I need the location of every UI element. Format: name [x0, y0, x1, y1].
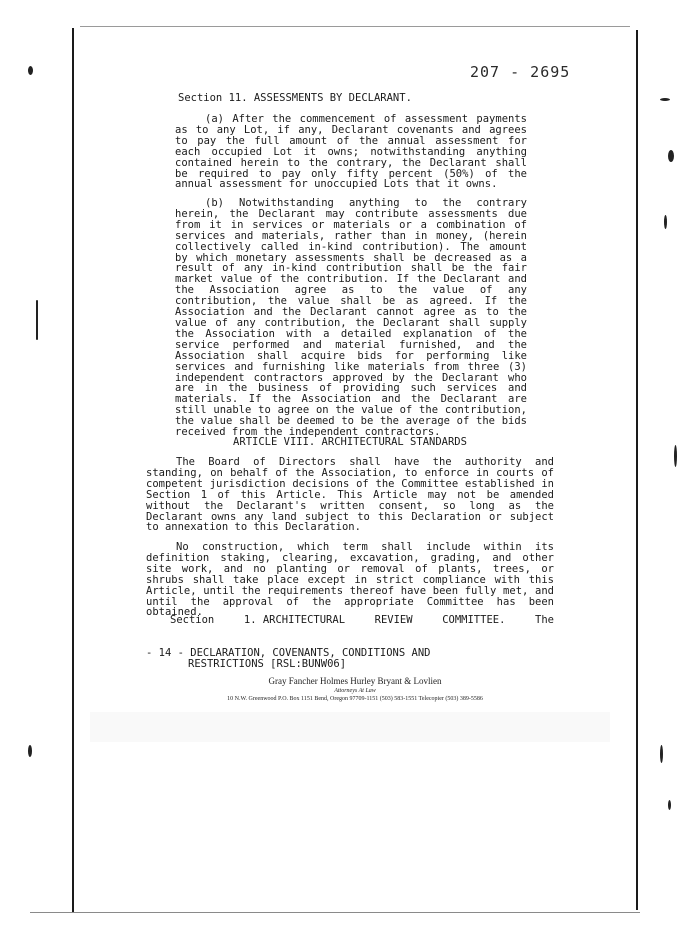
- section-1-word: Section: [170, 614, 215, 626]
- firm-name: Gray Fancher Holmes Hurley Bryant & Lovlien: [268, 676, 442, 686]
- paragraph-b: [175, 198, 527, 438]
- right-margin-line: [636, 30, 638, 910]
- scan-top-edge: [80, 26, 630, 27]
- paragraph-b-text: (b) Notwithstanding anything to the contrary herein, the Declarant may contribute assessments due from it in services or materials or a combination of services and materials, rather than in money, (herein collectively called in-kind contribution). The amount by which monetary assessments shall be decreased as a result of any in-kind contribution shall be the fair market value of the contribution. If the Declarant and the Association agree as to the value of any contribution, the value shall be as agreed. If the Association and the Declarant cannot agree as to the value of any contribution, the Declarant shall supply the Association with a detailed explanation of the service performed and material furnished, and the Association shall acquire bids for performing like services and furnishing like materials from three (3) independent contractors approved by the Declarant who are in the business of providing such services and materials. If the Association and the Declarant are still unable to agree on the value of the contribution, the value shall be deemed to be the average of the bids received from the independent contractors.: [175, 197, 527, 439]
- paragraph-a-text: (a) After the commencement of assessment payments as to any Lot, if any, Declarant covenants and agrees to pay the full amount of the annual assessment for each occupied Lot it owns; notwithstanding anything contained herein to the contrary, the Declarant shall be required to pay only fifty percent (50%) of the annual assessment for unoccupied Lots that it owns.: [175, 113, 527, 191]
- section-1-word: COMMITTEE.: [442, 614, 506, 626]
- scan-speck: [664, 215, 667, 229]
- scan-speck: [660, 745, 663, 763]
- paragraph-a: [175, 114, 527, 190]
- section-heading: Section 11. ASSESSMENTS BY DECLARANT.: [178, 92, 412, 104]
- section-1-heading-line: [146, 614, 554, 626]
- footer-line-1: - 14 - DECLARATION, COVENANTS, CONDITIONS AND: [146, 647, 431, 659]
- page-footer: [146, 648, 430, 670]
- scan-speck: [660, 98, 670, 101]
- scan-speck: [668, 800, 671, 810]
- firm-address: 10 N.W. Greenwood P.O. Box 1151 Bend, Oregon 97709-1151 (503) 583-1551 Telecopier (503) 389-5586: [227, 696, 483, 702]
- scan-speck: [674, 445, 677, 467]
- firm-subtitle: Attorneys At Law: [334, 688, 376, 694]
- scan-speck: [28, 745, 32, 757]
- scan-smudge: [90, 712, 610, 742]
- scan-speck: [36, 300, 38, 340]
- section-1-word: The: [535, 614, 554, 626]
- scan-speck: [668, 150, 674, 162]
- section-1-word: 1. ARCHITECTURAL: [243, 614, 346, 626]
- scan-speck: [28, 66, 33, 75]
- footer-line-2: RESTRICTIONS [RSL:BUNW06]: [188, 658, 347, 670]
- article-paragraph-2: [146, 542, 554, 618]
- left-margin-line: [72, 28, 74, 913]
- law-firm-block: [140, 676, 570, 704]
- article-paragraph-1-text: The Board of Directors shall have the authority and standing, on behalf of the Association, to enforce in courts of competent jurisdiction decisions of the Committee established in Section 1 of this Article. This Article may not be amended without the Declarant's written consent, so long as the Declarant owns any land subject to this Declaration or subject to annexation to this Declaration.: [146, 456, 554, 534]
- scan-bottom-edge: [30, 912, 640, 913]
- article-paragraph-2-text: No construction, which term shall include within its definition staking, clearing, excavation, grading, and other site work, and no planting or removal of plants, trees, or shrubs shall take place except in strict compliance with this Article, until the requirements thereof have been fully met, and until the approval of the appropriate Committee has been obtained.: [146, 541, 554, 619]
- section-1-word: REVIEW: [374, 614, 413, 626]
- document-number: 207 - 2695: [470, 63, 571, 81]
- article-heading: ARTICLE VIII. ARCHITECTURAL STANDARDS: [233, 436, 467, 448]
- article-paragraph-1: [146, 457, 554, 533]
